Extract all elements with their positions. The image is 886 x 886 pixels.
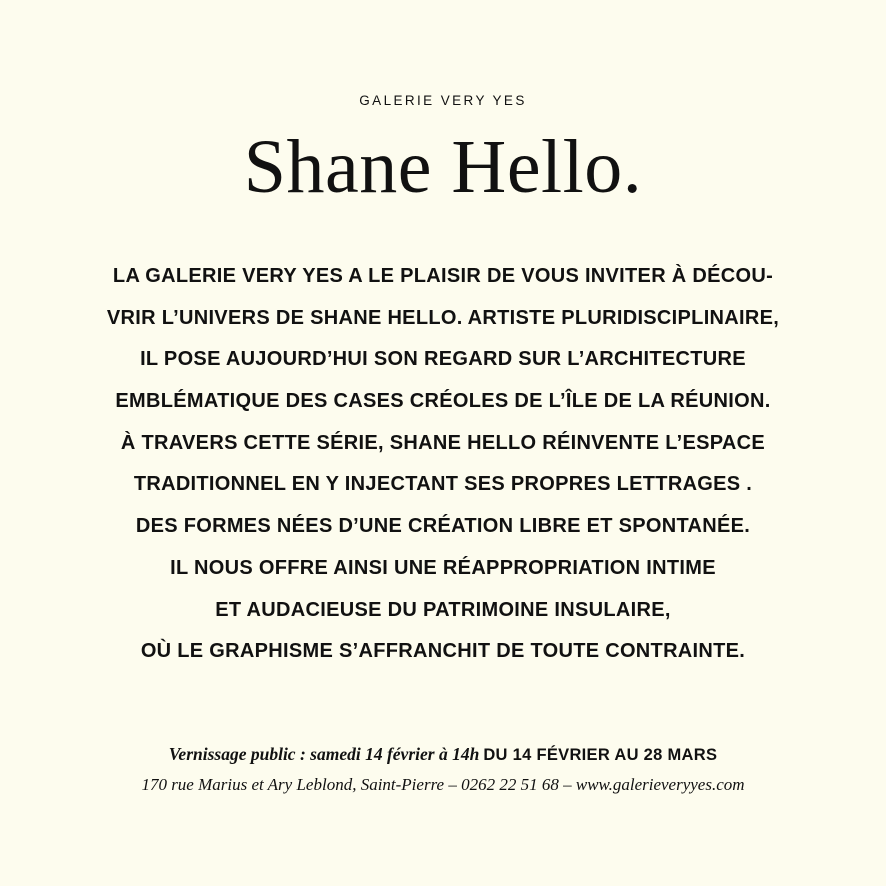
invitation-line-5: À TRAVERS CETTE SÉRIE, SHANE HELLO RÉINVENTE L’ESPACE (120, 431, 766, 454)
invitation-line-7: DES FORMES NÉES D’UNE CRÉATION LIBRE ET SPONTANÉE. (135, 515, 751, 538)
invitation-line-9: ET AUDACIEUSE DU PATRIMOINE INSULAIRE, (215, 598, 671, 621)
invitation-line-1: LA GALERIE VERY YES A LE PLAISIR DE VOUS INVITER À DÉCOU- (112, 265, 774, 287)
address-contact-line: 170 rue Marius et Ary Leblond, Saint-Pierre – 0262 22 51 68 – www.galerieveryyes.com (141, 775, 745, 794)
artist-title: Shane Hello. (243, 125, 643, 209)
invitation-line-6: TRADITIONNEL EN Y INJECTANT SES PROPRES LETTRAGES . (133, 473, 753, 496)
event-details (0, 742, 886, 768)
invitation-line-4: EMBLÉMATIQUE DES CASES CRÉOLES DE L’ÎLE DE LA RÉUNION. (115, 390, 771, 413)
invitation-line-10: OÙ LE GRAPHISME S’AFFRANCHIT DE TOUTE CONTRAINTE. (140, 640, 746, 663)
opening-reception: Vernissage public : samedi 14 février à 14h (168, 744, 480, 764)
gallery-name: GALERIE VERY YES (359, 93, 527, 108)
invitation-line-8: IL NOUS OFFRE AINSI UNE RÉAPPROPRIATION INTIME (170, 556, 716, 579)
invitation-line-3: IL POSE AUJOURD’HUI SON REGARD SUR L’ARCHITECTURE (140, 348, 746, 371)
invitation-line-2: VRIR L’UNIVERS DE SHANE HELLO. ARTISTE PLURIDISCIPLINAIRE, (106, 306, 780, 329)
exhibition-dates: DU 14 FÉVRIER AU 28 MARS (483, 746, 718, 764)
invitation-text (0, 256, 886, 673)
